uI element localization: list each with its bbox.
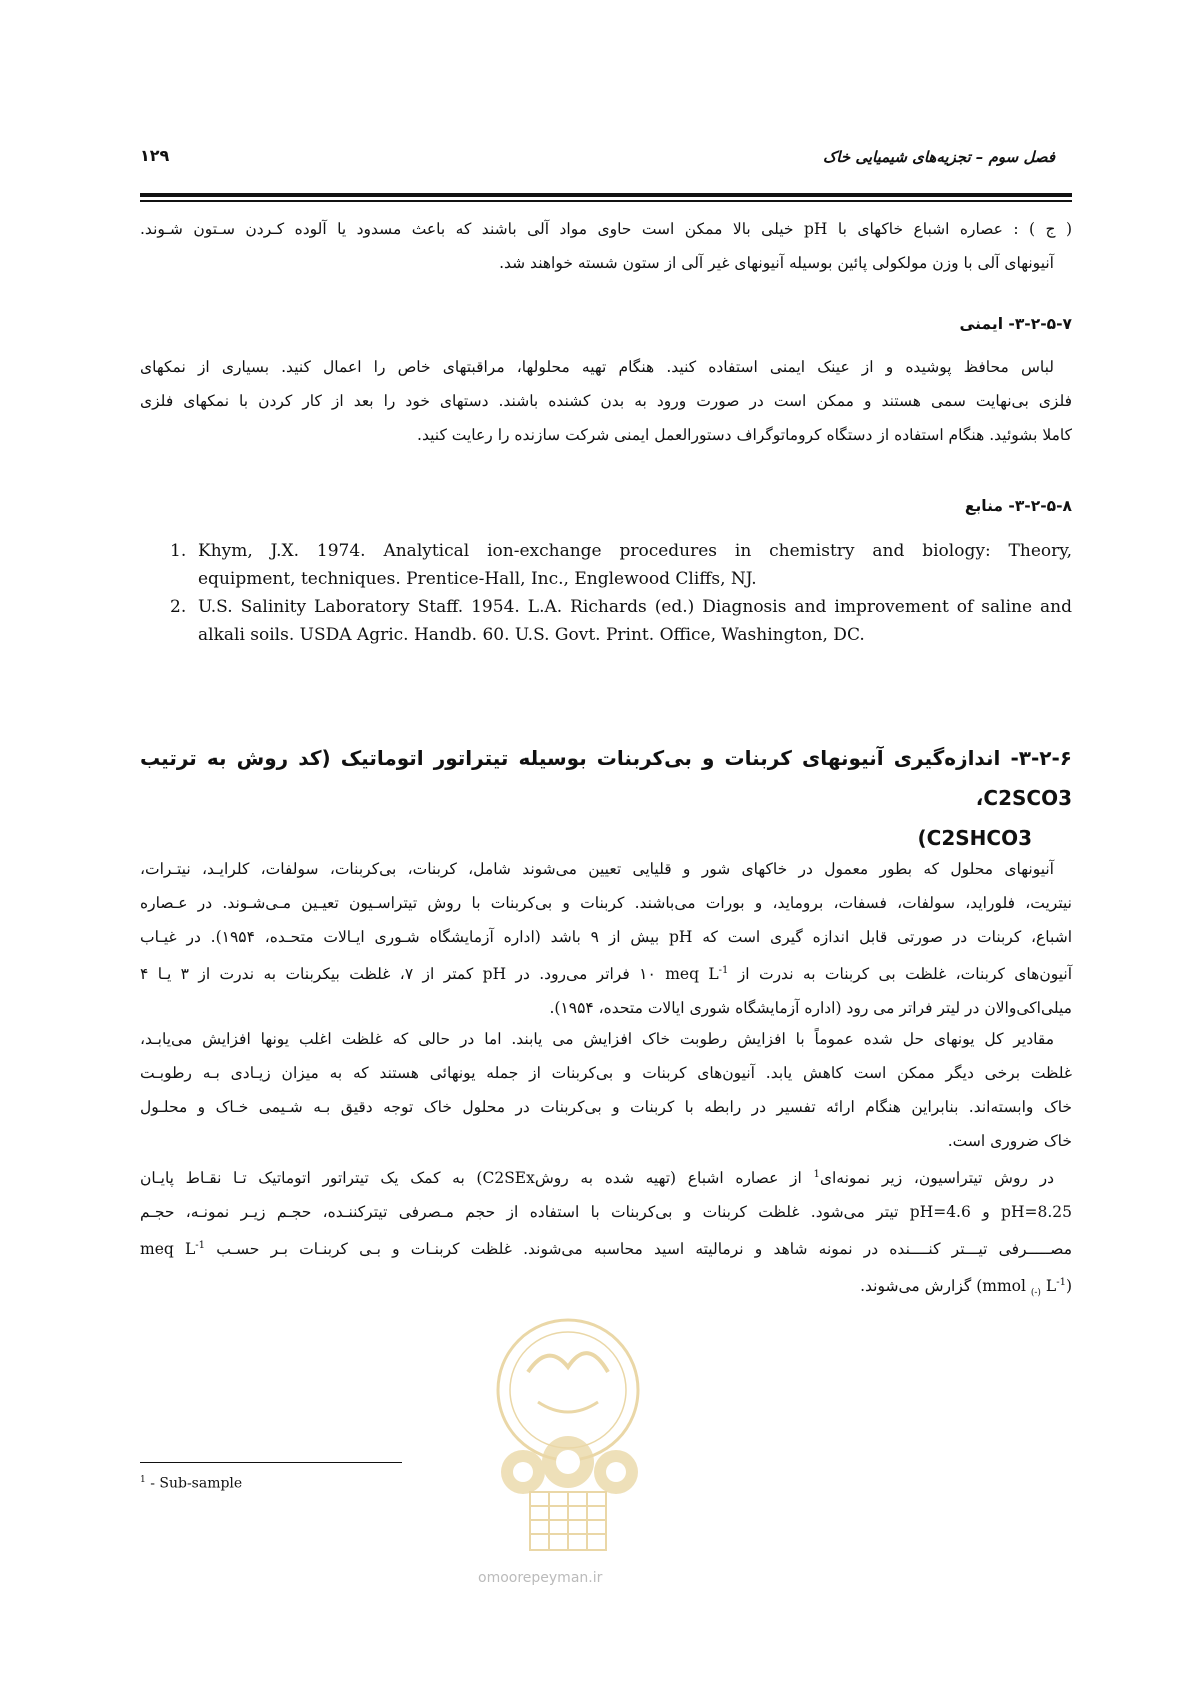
paragraph-line: فلزی بی‌نهایت سمی هستند و ممکن است در صورت ورود به بدن کشنده باشند. دستهای خود را بعد از کار کردن با نمکهای فلزی: [140, 392, 1072, 410]
section-6-paragraph-3: [140, 1158, 1072, 1311]
reference-line: alkali soils. USDA Agric. Handb. 60. U.S. Govt. Print. Office, Washington, DC.: [198, 625, 865, 645]
paragraph-line: [140, 1229, 1090, 1266]
text-segment: در روش تیتراسیون، زیر نمونه‌ای: [819, 1169, 1054, 1188]
safety-paragraph: [140, 350, 1072, 452]
chapter-title: فصل سوم – تجزیه‌های شیمیایی خاک: [822, 148, 1055, 166]
reference-line: U.S. Salinity Laboratory Staff. 1954. L.A. Richards (ed.) Diagnosis and improvement of saline and: [198, 597, 1072, 617]
footnote-number: 1: [140, 1475, 146, 1485]
reference-number: 2.: [170, 597, 187, 617]
reference-number: 1.: [170, 541, 187, 561]
paragraph-c: [140, 212, 1072, 280]
reference-list: [170, 537, 1072, 649]
text-segment: گزارش می‌شوند.: [860, 1277, 972, 1296]
paragraph-line: غلظت برخی دیگر ممکن است کاهش یابد. آنیون‌های کربنات و بی‌کربنات از جمله یونهائی هستند که به میزان زیـادی بـه رطوبـت: [140, 1064, 1072, 1082]
paragraph-line: آنیونهای محلول که بطور معمول در خاکهای شور و قلیایی تعیین می‌شوند شامل، کربنات، بی‌کربنات، سولفات، کلرایـد، نیتـرات،: [140, 860, 1054, 878]
reference-item: [170, 537, 1072, 593]
watermark-text: omoorepeyman.ir: [478, 1570, 603, 1586]
paragraph-line: آنیونهای آلی با وزن مولکولی پائین بوسیله آنیونهای غیر آلی از ستون شسته خواهند شد.: [499, 254, 1054, 272]
unit-exponent: -1: [195, 1240, 206, 1252]
paragraph-line: ( ج ) : عصاره اشباع خاکهای با pH خیلی بالا ممکن است حاوی مواد آلی باشند که باعث مسدود یا آلوده کـردن سـتون شـوند.: [140, 220, 1073, 238]
unit-exponent: -1: [718, 965, 729, 976]
safety-heading: ۳-۲-۵-۷- ایمنی: [959, 315, 1072, 333]
unit-meq: [140, 1240, 205, 1258]
unit-text: L: [1045, 1277, 1057, 1296]
header-rule-thin: [140, 200, 1072, 202]
reference-line: equipment, techniques. Prentice-Hall, Inc., Englewood Cliffs, NJ.: [198, 569, 757, 589]
sources-section: [140, 497, 1072, 515]
paragraph-line: نیتریت، فلوراید، سولفات، فسفات، برومايد، و بورات می‌باشند. کربنات و بی‌کربنات با روش تیتراسـیون تعیـین مـی‌شـوند. در عـصاره: [140, 894, 1072, 912]
paragraph-line: خاک ضروری است.: [947, 1132, 1072, 1150]
sources-heading: ۳-۲-۵-۸- منابع: [964, 497, 1072, 515]
text-segment: فراتر می‌رود. در pH کمتر از ۷، غلظت بیکربنات به ندرت از ۳ یـا ۴: [140, 965, 630, 984]
unit-meq: [639, 965, 728, 983]
section-6-paragraph-1: [140, 852, 1072, 1025]
watermark-seal-icon: [468, 1312, 668, 1562]
paragraph-line: [140, 1158, 1072, 1195]
header-rule-thick: [140, 193, 1072, 197]
unit-text: ۱۰ meq L: [639, 965, 719, 984]
unit-subscript: (-): [1030, 1288, 1041, 1299]
text-segment: آنیون‌های کربنات، غلظت بی کربنات به ندرت از: [737, 965, 1073, 984]
paragraph-line: میلی‌اکی‌والان در لیتر فراتر می رود (اداره آزمایشگاه شوری ایالات متحده، ۱۹۵۴).: [549, 999, 1072, 1018]
unit-text: (mmol: [976, 1277, 1026, 1296]
reference-item: [170, 593, 1072, 649]
footnote-text: - Sub-sample: [150, 1475, 243, 1492]
section-6-heading: [140, 738, 1072, 858]
reference-line: Khym, J.X. 1974. Analytical ion-exchange procedures in chemistry and biology: Theory,: [198, 541, 1072, 561]
heading-line: ۳-۲-۶- اندازه‌گیری آنیونهای کربنات و بی‌کربنات بوسیله تیتراتور اتوماتیک (کد روش به ترتیب C2SCO3،: [140, 746, 1072, 810]
paragraph-line: خاک وابسته‌اند. بنابراین هنگام ارائه تفسیر در رابطه با کربنات و بی‌کربنات در محلول خاک توجه دقیق بـه شـیمی خـاک و محلـول: [140, 1098, 1072, 1116]
heading-line: C2SHCO3): [917, 826, 1032, 850]
unit-paren: ): [1065, 1277, 1072, 1296]
paragraph-line: [140, 1266, 1090, 1310]
page-number: ۱۲۹: [140, 146, 170, 165]
unit-text: meq L: [140, 1240, 196, 1259]
paragraph-line: مقادیر کل یونهای حل شده عموماً با افزایش رطوبت خاک افزایش می یابند. اما در حالی که غلظت اغلب یونها افزایش می‌یابـد،: [140, 1030, 1054, 1048]
footnote-rule: [140, 1462, 402, 1463]
unit-exponent: -1: [1056, 1277, 1066, 1289]
unit-mmol: [976, 1277, 1072, 1299]
paragraph-line: [140, 954, 1090, 991]
section-6-paragraph-2: [140, 1022, 1072, 1158]
paragraph-line: pH=8.25 و pH=4.6 تیتر می‌شود. غلظت کربنات و بی‌کربنات با استفاده از حجم مـصرفی تیترکننـده، حجـم زیـر نمونـه، حجـم: [140, 1203, 1072, 1222]
paragraph-line: لباس محافظ پوشیده و از عینک ایمنی استفاده کنید. هنگام تهیه محلولها، مراقبتهای خاص را اعمال کنید. بسیاری از نمکهای: [140, 358, 1054, 376]
footnote-marker: 1: [813, 1169, 820, 1180]
paragraph-line: کاملا بشوئید. هنگام استفاده از دستگاه کروماتوگراف دستورالعمل ایمنی شرکت سازنده را رعایت کنید.: [417, 426, 1072, 444]
footnote: [140, 1475, 242, 1492]
paragraph-line: اشباع، کربنات در صورتی قابل اندازه گیری است که pH بیش از ۹ باشد (اداره آزمایشگاه شـوری ایـالات متحـده، ۱۹۵۴). در غیـاب: [140, 928, 1073, 946]
text-segment: از عصاره اشباع (تهیه شده به روشC2SEx) به کمک یک تیتراتور اتوماتیک تـا نقـاط پایـان: [140, 1169, 802, 1188]
safety-section: [140, 315, 1072, 333]
text-segment: مصـــــرفی تیـــتر کنــــنده در نمونه شاهد و نرمالیته اسید محاسبه می‌شوند. غلظت کربنـات و بـی کربنـات بـر حسـب: [216, 1240, 1073, 1259]
